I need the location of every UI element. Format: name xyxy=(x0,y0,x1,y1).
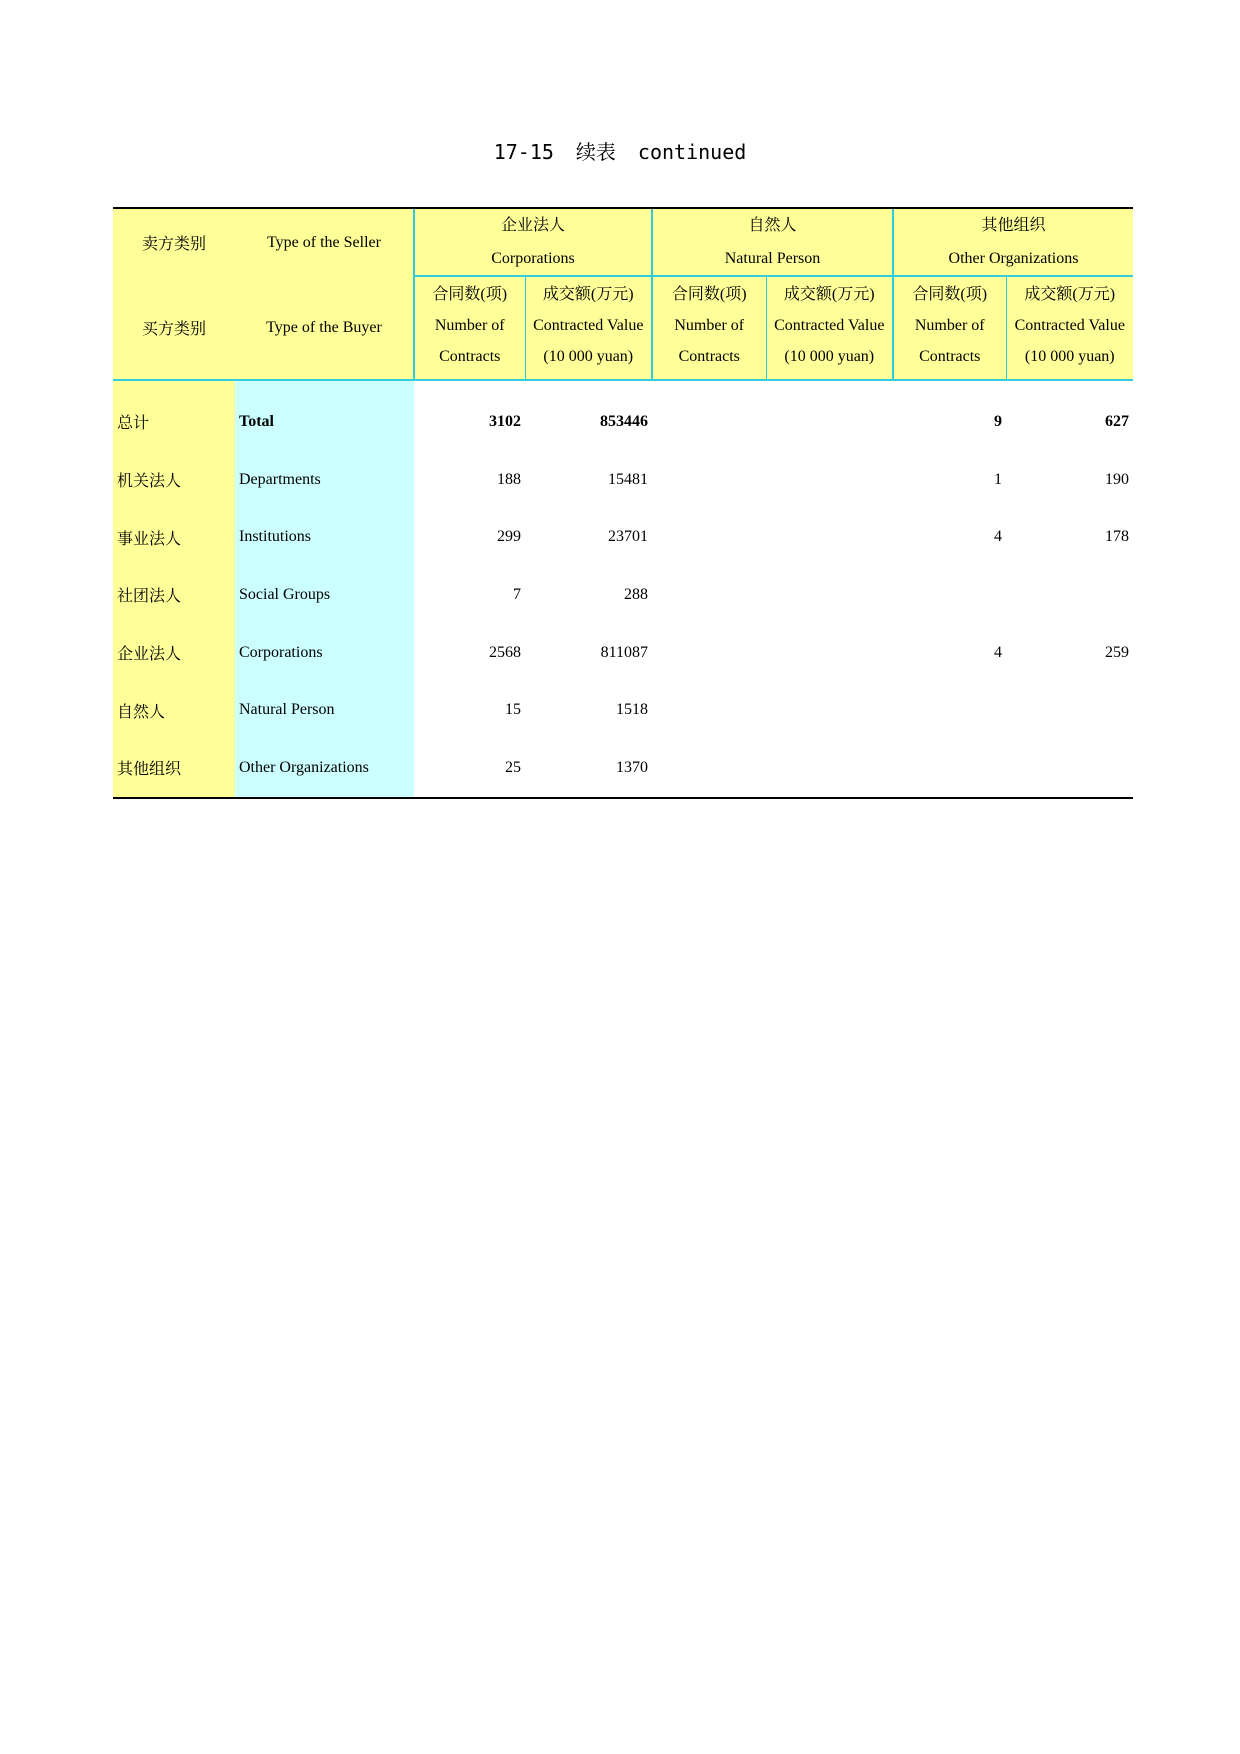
group-header-natural-person: 自然人 Natural Person xyxy=(652,208,893,276)
table-cell xyxy=(766,624,893,682)
table-cell xyxy=(652,681,766,739)
table-cell: 1518 xyxy=(616,701,648,719)
row-label-en: Departments xyxy=(235,451,414,509)
row-label-cn: 自然人 xyxy=(113,681,235,739)
table-cell: 288 xyxy=(624,585,648,603)
table-cell: 853446 xyxy=(600,412,648,430)
group-header-corporations: 企业法人 Corporations xyxy=(414,208,652,276)
table-cell: 23701 xyxy=(608,528,648,546)
subheader-value: 成交额(万元) Contracted Value (10 000 yuan) xyxy=(1006,276,1133,380)
row-label-en: Total xyxy=(235,393,414,451)
table-cell xyxy=(766,681,893,739)
table-cell: 627 xyxy=(1105,412,1129,430)
table-cell: 178 xyxy=(1105,528,1129,546)
header-row-groups xyxy=(113,208,1133,276)
table-cell: 9 xyxy=(994,412,1002,430)
table-row xyxy=(113,681,1133,739)
row-label-cn: 企业法人 xyxy=(113,624,235,682)
table-row xyxy=(113,566,1133,624)
table-cell xyxy=(766,451,893,509)
title-cn: 续表 xyxy=(575,140,616,164)
table-cell xyxy=(893,566,1006,624)
table-cell xyxy=(766,508,893,566)
group-header-other-organizations: 其他组织 Other Organizations xyxy=(893,208,1133,276)
header-row-subcolumns xyxy=(113,276,1133,380)
table-cell: 188 xyxy=(497,470,521,488)
row-label-cn: 事业法人 xyxy=(113,508,235,566)
table-cell xyxy=(652,451,766,509)
seller-en-label: Type of the Seller xyxy=(235,208,414,276)
row-label-en: Corporations xyxy=(235,624,414,682)
table-cell xyxy=(652,624,766,682)
buyer-cn-label: 买方类别 xyxy=(113,276,235,380)
table-row xyxy=(113,451,1133,509)
table-cell: 15481 xyxy=(608,470,648,488)
subheader-count: 合同数(项) Number of Contracts xyxy=(414,276,525,380)
subheader-count: 合同数(项) Number of Contracts xyxy=(893,276,1006,380)
row-label-cn: 机关法人 xyxy=(113,451,235,509)
table-cell: 3102 xyxy=(489,412,521,430)
table-row xyxy=(113,624,1133,682)
table-cell xyxy=(1006,739,1133,798)
table-cell: 2568 xyxy=(489,643,521,661)
table-row xyxy=(113,739,1133,798)
subheader-count: 合同数(项) Number of Contracts xyxy=(652,276,766,380)
spacer-row xyxy=(113,380,1133,393)
table-cell: 1 xyxy=(994,470,1002,488)
table-cell: 4 xyxy=(994,528,1002,546)
table-cell xyxy=(766,393,893,451)
table-cell: 4 xyxy=(994,643,1002,661)
table-row xyxy=(113,393,1133,451)
table-cell xyxy=(766,739,893,798)
table-cell xyxy=(1006,566,1133,624)
row-label-en: Natural Person xyxy=(235,681,414,739)
table-cell: 811087 xyxy=(600,643,648,661)
table-cell xyxy=(766,566,893,624)
row-label-en: Other Organizations xyxy=(235,739,414,798)
table-cell xyxy=(652,393,766,451)
title-en: continued xyxy=(637,140,747,164)
table-body xyxy=(113,393,1133,798)
table-cell xyxy=(893,739,1006,798)
table-cell xyxy=(1006,681,1133,739)
buyer-en-label: Type of the Buyer xyxy=(235,276,414,380)
table-number: 17-15 xyxy=(493,140,554,164)
table-cell xyxy=(652,739,766,798)
seller-cn-label: 卖方类别 xyxy=(113,208,235,276)
table-cell xyxy=(893,681,1006,739)
table-cell: 190 xyxy=(1105,470,1129,488)
table-cell: 7 xyxy=(513,585,521,603)
row-label-en: Social Groups xyxy=(235,566,414,624)
table-cell: 15 xyxy=(505,701,521,719)
row-label-cn: 其他组织 xyxy=(113,739,235,798)
table-cell: 299 xyxy=(497,528,521,546)
subheader-value: 成交额(万元) Contracted Value (10 000 yuan) xyxy=(525,276,652,380)
statistics-table xyxy=(113,207,1133,799)
row-label-cn: 社团法人 xyxy=(113,566,235,624)
table-row xyxy=(113,508,1133,566)
table-cell: 1370 xyxy=(525,739,652,798)
table-title xyxy=(0,136,1240,165)
subheader-value: 成交额(万元) Contracted Value (10 000 yuan) xyxy=(766,276,893,380)
row-label-en: Institutions xyxy=(235,508,414,566)
table-cell: 25 xyxy=(414,739,525,798)
row-label-cn: 总计 xyxy=(113,393,235,451)
table-cell: 259 xyxy=(1105,643,1129,661)
table-cell xyxy=(652,508,766,566)
table-cell xyxy=(652,566,766,624)
